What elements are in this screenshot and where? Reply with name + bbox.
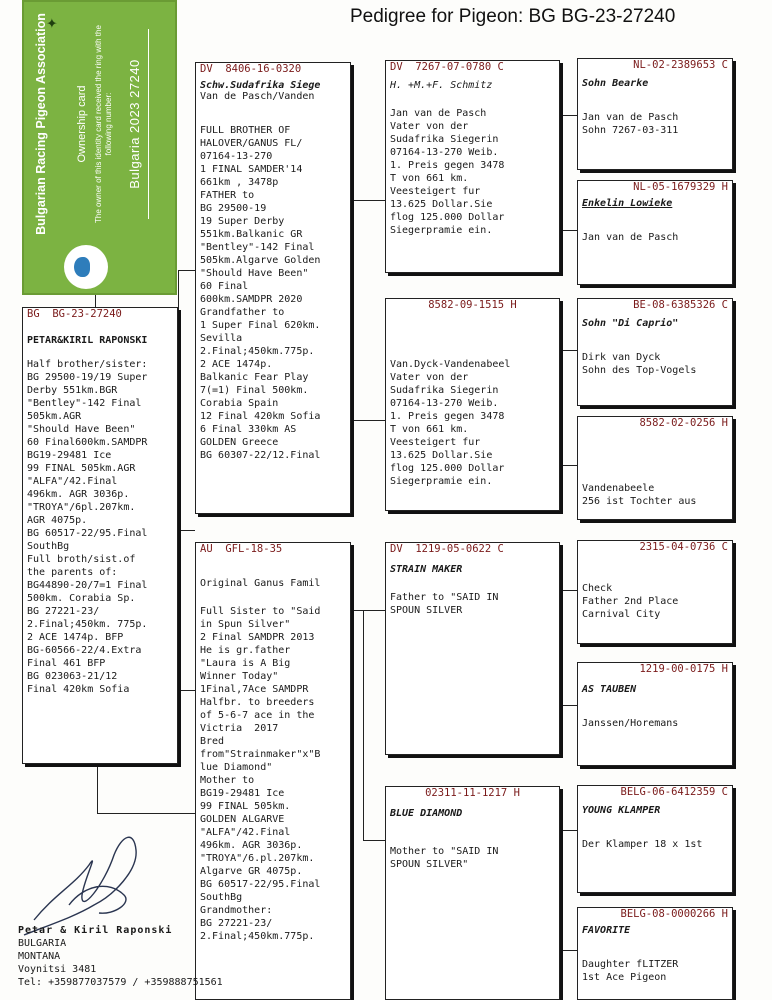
pigeon-owner: Van de Pasch/Vanden (200, 91, 315, 102)
pigeon-ring-header: NL-02-2389653 C (633, 59, 728, 71)
pigeon-owner: Sohn Bearke (582, 78, 649, 89)
pigeon-name: BLUE DIAMOND (390, 808, 463, 819)
connector (178, 690, 195, 691)
pigeon-notes: Der Klamper 18 x 1st (582, 839, 703, 850)
pigeon-notes: Vandenabeele 256 ist Tochter aus (582, 483, 697, 507)
connector (97, 813, 195, 814)
card-type: Ownership card (76, 85, 88, 163)
dam-dam-sire-box (577, 785, 733, 893)
connector (350, 610, 385, 611)
pigeon-notes: Van.Dyck-Vandenabeel Vater von der Sudafrika Siegerin 07164-13-270 Weib. 1. Preis gegen 3478 T von 661 km. Veesteigert fur 13.625 Dollar.Sie flog 125.000 Dollar Siegerpramie ein. (390, 359, 511, 487)
pigeon-name: STRAIN MAKER (390, 564, 463, 575)
pigeon-ring-header: 8582-09-1515 H (428, 299, 517, 311)
association-logo-icon (64, 245, 108, 289)
pigeon-ring-header: 1219-00-0175 H (639, 663, 728, 675)
pigeon-notes: Father to "SAID IN SPOUN SILVER (390, 592, 499, 616)
pigeon-icon: ✦ (44, 17, 60, 29)
card-description: The owner of this identity card received the ring with the following number: (94, 25, 113, 223)
breeder-address: BULGARIA MONTANA Voynitsi 3481 Tel: +359877037579 / +359888751561 (18, 938, 223, 988)
pigeon-notes: Jan van de Pasch (582, 232, 679, 243)
pigeon-ring-header: 02311-11-1217 H (425, 787, 520, 799)
connector (560, 115, 577, 116)
connector (560, 465, 577, 466)
pigeon-notes: Jan van de Pasch Vater von der Sudafrika Siegerin 07164-13-270 Weib. 1. Preis gegen 3478 T von 661 km. Veesteigert fur 13.625 Dollar.Sie flog 125.000 Dollar Siegerpramie ein. (390, 108, 505, 236)
pigeon-owner: Sohn "Di Caprio" (582, 318, 679, 329)
connector (560, 350, 577, 351)
breeder-name: Petar & Kiril Raponski (18, 925, 173, 936)
card-ring-number: Bulgaria 2023 27240 (127, 59, 142, 189)
pigeon-notes: Janssen/Horemans (582, 718, 679, 729)
connector (363, 610, 364, 840)
pigeon-ring-header: BG BG-23-27240 (27, 308, 122, 320)
pigeon-owner: Original Ganus Famil (200, 578, 321, 589)
connector (560, 350, 561, 465)
connector (178, 270, 195, 271)
pigeon-notes: Mother to "SAID IN SPOUN SILVER" (390, 846, 499, 870)
sire-sire-box (385, 60, 560, 273)
pigeon-ring-header: AU GFL-18-35 (200, 543, 283, 555)
connector (350, 200, 385, 201)
connector (178, 530, 195, 531)
pigeon-owner: PETAR&KIRIL RAPONSKI (27, 335, 148, 346)
pigeon-owner: H. +M.+F. Schmitz (390, 80, 493, 91)
dam-sire-dam-box (577, 662, 733, 766)
pigeon-notes: Jan van de Pasch Sohn 7267-03-311 (582, 112, 679, 136)
sire-sire-sire-box (577, 58, 733, 170)
subject-pigeon-box (22, 307, 178, 764)
sire-dam-dam-box (577, 416, 733, 520)
pigeon-ring-header: BE-08-6385326 C (633, 299, 728, 311)
pigeon-notes: Half brother/sister: BG 29500-19/19 Super Derby 551km.BGR "Bentley"-142 Final 505km.AGR "Should Have Been" 60 Final600km.SAMDPR BG19-29481 Ice 99 FINAL 505km.AGR "ALFA"/42.Final 496km. AGR 3036p. "TROYA"/6pl.207km. AGR 4075p. BG 60517-22/95.Final SouthBg Full broth/sist.of the parents of: BG44890-20/7=1 Final 500km. Corabia Sp. BG 27221-23/ 2.Final;450km. 775p. 2 ACE 1474p. BFP BG-60566-22/4.Extra Final 461 BFP BG 023063-21/12 Final 420km Sofia (27, 359, 148, 695)
dam-dam-box (385, 786, 560, 1000)
connector (560, 950, 577, 951)
pigeon-ring-header: 2315-04-0736 C (639, 541, 728, 553)
sire-dam-box (385, 298, 560, 511)
pigeon-ring-header: BELG-08-0000266 H (620, 908, 728, 920)
pigeon-ring-header: DV 7267-07-0780 C (390, 61, 504, 73)
pigeon-ring-header: NL-05-1679329 H (633, 181, 728, 193)
ownership-card (22, 0, 177, 295)
connector (95, 295, 96, 307)
pigeon-ring-header: BELG-06-6412359 C (620, 786, 728, 798)
connector (560, 830, 561, 950)
connector (178, 270, 179, 690)
pigeon-name: Enkelin Lowieke (582, 198, 673, 209)
pigeon-name: YOUNG KLAMPER (582, 805, 661, 816)
dam-dam-dam-box (577, 907, 733, 1000)
card-divider (148, 29, 149, 219)
pigeon-notes: Dirk van Dyck Sohn des Top-Vogels (582, 352, 697, 376)
pigeon-notes: Check Father 2nd Place Carnival City (582, 583, 679, 620)
connector (350, 420, 385, 421)
connector (97, 764, 98, 814)
breeder-contact (18, 924, 223, 989)
sire-sire-dam-box (577, 180, 733, 285)
dam-sire-box (385, 542, 560, 755)
pigeon-ring-header: DV 1219-05-0622 C (390, 543, 504, 555)
pigeon-ring-header: 8582-02-0256 H (639, 417, 728, 429)
sire-box (195, 62, 351, 514)
connector (560, 230, 577, 231)
pigeon-name: FAVORITE (582, 925, 631, 936)
pigeon-ring-header: DV 8406-16-0320 (200, 63, 302, 75)
pigeon-notes: FULL BROTHER OF HALOVER/GANUS FL/ 07164-13-270 1 FINAL SAMDER'14 661km , 3478p FATHER to BG 29500-19 19 Super Derby 551km.Balkanic GR "Bentley"-142 Final 505km.Algarve Golden "Should Have Been" 60 Final 600km.SAMDPR 2020 Grandfather to 1 Super Final 620km. Sevilla 2.Final;450km.775p. 2 ACE 1474p. Balkanic Fear Play 7(=1) Final 500km. Corabia Spain 12 Final 420km Sofia 6 Final 330km AS GOLDEN Greece BG 60307-22/12.Final (200, 125, 321, 461)
connector (560, 590, 561, 705)
connector (560, 115, 561, 230)
pigeon-name: Schw.Sudafrika Siege (200, 80, 321, 91)
connector (560, 705, 577, 706)
pigeon-notes: Daughter fLITZER 1st Ace Pigeon (582, 959, 679, 983)
connector (560, 590, 577, 591)
connector (560, 830, 577, 831)
pigeon-notes: Full Sister to "Said in Spun Silver" 2 Final SAMDPR 2013 He is gr.father "Laura is A Big Winner Today" 1Final,7Ace SAMDPR Halfbr. to breeders of 5-6-7 ace in the Victria 2017 Bred from"Strainmaker"x"B lue Diamond" Mother to BG19-29481 Ice 99 FINAL 505km. GOLDEN ALGARVE "ALFA"/42.Final 496km. AGR 3036p. "TROYA"/6.pl.207km. Algarve GR 4075p. BG 60517-22/95.Final SouthBg Grandmother: BG 27221-23/ 2.Final;450km.775p. (200, 606, 321, 942)
pigeon-name: AS TAUBEN (582, 684, 637, 695)
connector (363, 840, 385, 841)
card-organization: Bulgarian Racing Pigeon Association (34, 13, 48, 235)
dam-sire-sire-box (577, 540, 733, 644)
sire-dam-sire-box (577, 298, 733, 406)
page-title: Pedigree for Pigeon: BG BG-23-27240 (350, 6, 676, 27)
